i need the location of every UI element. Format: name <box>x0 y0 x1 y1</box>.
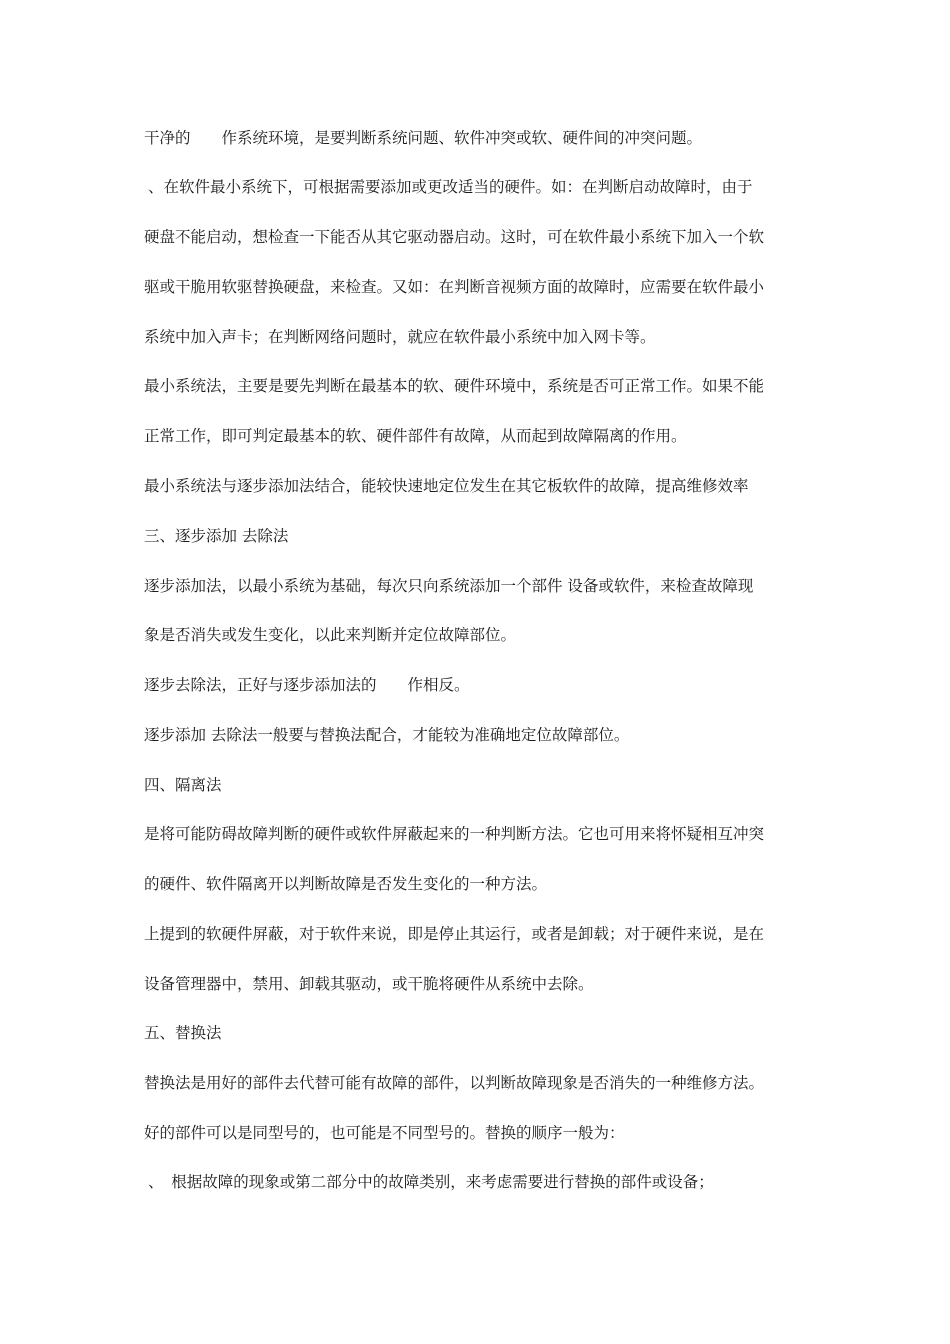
paragraph-line: 逐步添加法，以最小系统为基础，每次只向系统添加一个部件 设备或软件，来检查故障现 <box>144 577 754 595</box>
paragraph-line: 驱或干脆用软驱替换硬盘，来检查。又如：在判断音视频方面的故障时，应需要在软件最小 <box>144 278 765 296</box>
paragraph-line: 逐步添加 去除法一般要与替换法配合，才能较为准确地定位故障部位。 <box>144 726 630 744</box>
paragraph-line: 逐步去除法，正好与逐步添加法的 作相反。 <box>144 676 470 694</box>
paragraph-line: 系统中加入声卡；在判断网络问题时，就应在软件最小系统中加入网卡等。 <box>144 328 656 346</box>
section-heading: 四、隔离法 <box>144 776 222 794</box>
paragraph-line: 最小系统法，主要是要先判断在最基本的软、硬件环境中，系统是否可正常工作。如果不能 <box>144 377 765 395</box>
paragraph-line: 干净的 作系统环境，是要判断系统问题、软件冲突或软、硬件间的冲突问题。 <box>144 129 703 147</box>
section-heading: 五、替换法 <box>144 1024 222 1042</box>
paragraph-line: 替换法是用好的部件去代替可能有故障的部件，以判断故障现象是否消失的一种维修方法。 <box>144 1074 765 1092</box>
paragraph-line: 上提到的软硬件屏蔽，对于软件来说，即是停止其运行，或者是卸载；对于硬件来说，是在 <box>144 925 765 943</box>
paragraph-line: 、在软件最小系统下，可根据需要添加或更改适当的硬件。如：在判断启动故障时，由于 <box>148 178 753 196</box>
paragraph-line: 硬盘不能启动，想检查一下能否从其它驱动器启动。这时，可在软件最小系统下加入一个软 <box>144 228 765 246</box>
paragraph-line: 好的部件可以是同型号的，也可能是不同型号的。替换的顺序一般为： <box>144 1124 625 1142</box>
paragraph-line: 的硬件、软件隔离开以判断故障是否发生变化的一种方法。 <box>144 875 548 893</box>
paragraph-line: 设备管理器中，禁用、卸载其驱动，或干脆将硬件从系统中去除。 <box>144 975 594 993</box>
paragraph-line: 象是否消失或发生变化，以此来判断并定位故障部位。 <box>144 626 517 644</box>
paragraph-line: 是将可能防碍故障判断的硬件或软件屏蔽起来的一种判断方法。它也可用来将怀疑相互冲突 <box>144 825 765 843</box>
list-item: 、 根据故障的现象或第二部分中的故障类别，来考虑需要进行替换的部件或设备； <box>148 1173 714 1191</box>
paragraph-line: 正常工作，即可判定最基本的软、硬件部件有故障，从而起到故障隔离的作用。 <box>144 427 687 445</box>
paragraph-line: 最小系统法与逐步添加法结合，能较快速地定位发生在其它板软件的故障，提高维修效率 <box>144 477 749 495</box>
section-heading: 三、逐步添加 去除法 <box>144 527 289 545</box>
